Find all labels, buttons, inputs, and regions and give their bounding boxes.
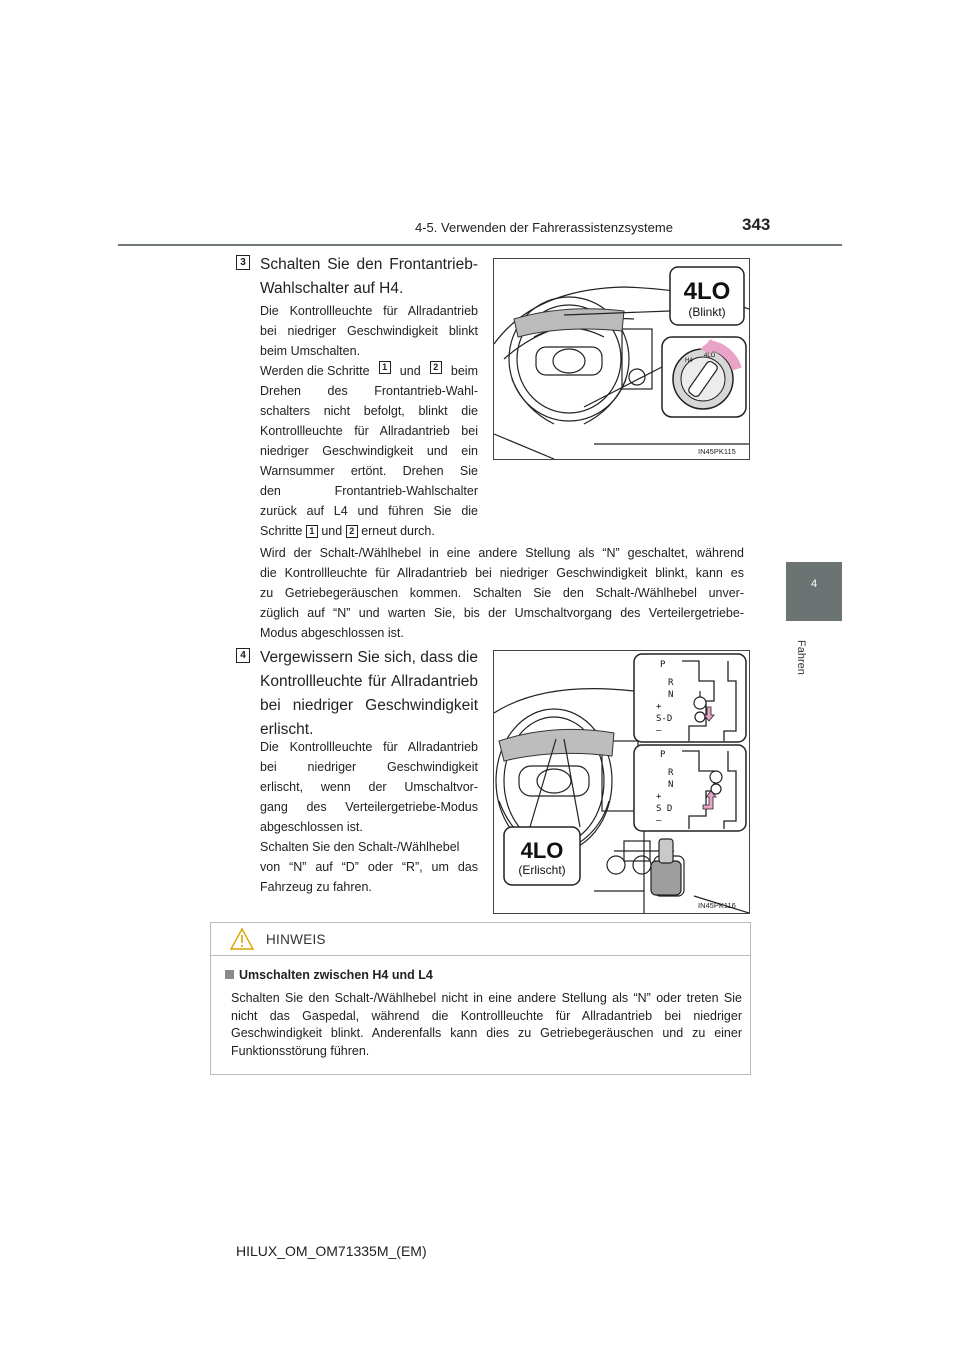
gate-position: R xyxy=(668,768,674,778)
gate-top-labels xyxy=(654,659,680,737)
text-line: Modus abgeschlossen ist. xyxy=(260,626,404,640)
gate-position: N xyxy=(668,780,674,790)
chapter-tab[interactable] xyxy=(786,562,842,621)
gate-position: S-D xyxy=(656,714,673,724)
gate-position: + xyxy=(656,792,662,802)
step-number-4: 4 xyxy=(236,648,250,663)
text-fragment: Schritte xyxy=(260,524,303,538)
step3-heading-line: Wahlschalter auf H4. xyxy=(260,280,404,297)
step4-heading-line: Vergewissern Sie sich, dass die xyxy=(260,649,478,666)
text-line: Warnsummer ertönt. Drehen Sie xyxy=(260,464,478,478)
step3-note-paragraph xyxy=(260,543,744,643)
dial-label: H4 xyxy=(685,358,693,364)
figure-4lo-blinking xyxy=(493,258,750,460)
text-line: zu Getriebegeräuschen kommen. Schalten Sie den Schalt-/Wählhebel unver- xyxy=(260,586,744,600)
step-ref-1: 1 xyxy=(379,361,391,374)
notice-box xyxy=(210,922,751,1075)
gate-position: + xyxy=(656,702,662,712)
step3-paragraph-2 xyxy=(260,361,478,541)
page-number: 343 xyxy=(742,215,771,234)
text-fragment: Werden die Schritte xyxy=(260,364,370,378)
text-line: Die Kontrollleuchte für Allradantrieb xyxy=(260,304,478,318)
text-line: von “N” auf “D” oder “R”, um das xyxy=(260,860,478,874)
step4-heading-line: bei niedriger Geschwindigkeit xyxy=(260,697,478,714)
gate-position: – xyxy=(656,726,662,736)
step3-heading xyxy=(260,253,478,301)
gate-position: R xyxy=(668,678,674,688)
text-line: bei niedriger Geschwindigkeit blinkt xyxy=(260,324,478,338)
step3-heading-line: Schalten Sie den Frontantrieb- xyxy=(260,256,478,273)
text-line: gang des Verteilergetriebe-Modus xyxy=(260,800,478,814)
text-line: den Frontantrieb-Wahlschalter xyxy=(260,484,478,498)
gate-position: P xyxy=(660,660,666,670)
text-line xyxy=(260,521,478,541)
indicator-state: (Erlischt) xyxy=(518,863,566,877)
step4-heading-line: Kontrollleuchte für Allradantrieb xyxy=(260,673,478,690)
text-line: Wird der Schalt-/Wählhebel in eine andere Stellung als “N” geschaltet, während xyxy=(260,546,744,560)
step4-paragraph xyxy=(260,737,478,897)
indicator-label: 4LO xyxy=(683,278,731,305)
text-line: Drehen des Frontantrieb-Wahl- xyxy=(260,384,478,398)
text-line: züglich auf “N” und warten Sie, bis der Umschaltvorgang des Verteilergetriebe- xyxy=(260,606,744,620)
text-line: beim Umschalten. xyxy=(260,344,361,358)
step-number-3: 3 xyxy=(236,255,250,270)
text-line: bei niedriger Geschwindigkeit xyxy=(260,760,478,774)
gate-position: – xyxy=(656,816,662,826)
step-ref-1: 1 xyxy=(306,525,318,538)
text-line: Die Kontrollleuchte für Allradantrieb xyxy=(260,740,478,754)
indicator-state: (Blinkt) xyxy=(688,305,726,319)
chapter-tab-number: 4 xyxy=(810,578,818,590)
bullet-square-icon xyxy=(225,970,234,979)
notice-title: HINWEIS xyxy=(266,932,326,947)
gate-position: S D xyxy=(656,804,673,814)
text-line: niedriger Geschwindigkeit und ein xyxy=(260,444,478,458)
document-id: HILUX_OM_OM71335M_(EM) xyxy=(236,1243,427,1259)
text-fragment: erneut durch. xyxy=(361,524,435,538)
text-fragment: und xyxy=(399,364,421,378)
text-line: die Kontrollleuchte für Allradantrieb bei niedriger Geschwindigkeit blinkt, kann es xyxy=(260,566,744,580)
gate-position: P xyxy=(660,750,666,760)
text-line: zurück auf L4 und führen Sie die xyxy=(260,504,478,518)
text-line: schalters nicht befolgt, blinkt die xyxy=(260,404,478,418)
text-line xyxy=(260,361,478,381)
gate-bottom-labels xyxy=(654,749,680,827)
warning-triangle-icon xyxy=(229,927,255,951)
step4-heading xyxy=(260,646,478,742)
text-line: Schalten Sie den Schalt-/Wählhebel xyxy=(260,840,460,854)
indicator-label: 4LO xyxy=(520,838,564,863)
figure-code: IN45PK116 xyxy=(698,901,736,910)
text-line: erlischt, wenn der Umschaltvor- xyxy=(260,780,478,794)
text-line: Kontrollleuchte für Allradantrieb bei xyxy=(260,424,478,438)
notice-subheading xyxy=(225,968,433,982)
step-ref-2: 2 xyxy=(430,361,442,374)
section-title: 4-5. Verwenden der Fahrerassistenzsysteme xyxy=(415,220,673,235)
step3-paragraph-1 xyxy=(260,301,478,361)
text-line: abgeschlossen ist. xyxy=(260,820,363,834)
step-ref-2: 2 xyxy=(346,525,358,538)
text-line: Fahrzeug zu fahren. xyxy=(260,880,372,894)
figure-4lo-off xyxy=(493,650,750,914)
notice-body: Schalten Sie den Schalt-/Wählhebel nicht in eine andere Stellung als “N” oder treten Sie nicht das Gaspedal, während die Kontrollleuchte für Allradantrieb bei niedriger Geschwindigkeit blinkt. Anderenfalls kann dies zu Getriebegeräuschen und zu einer Funktionsstörung führen. xyxy=(231,991,742,1058)
step4-heading-line: erlischt. xyxy=(260,721,314,738)
header-divider xyxy=(118,244,842,246)
text-fragment: und xyxy=(321,524,343,538)
figure-code: IN45PK115 xyxy=(698,447,736,456)
text-fragment: beim xyxy=(450,364,478,378)
dial-label: 4LO xyxy=(704,353,716,359)
gate-position: N xyxy=(668,690,674,700)
chapter-tab-label: Fahren xyxy=(795,640,807,675)
notice-subheading-text: Umschalten zwischen H4 und L4 xyxy=(239,968,433,982)
